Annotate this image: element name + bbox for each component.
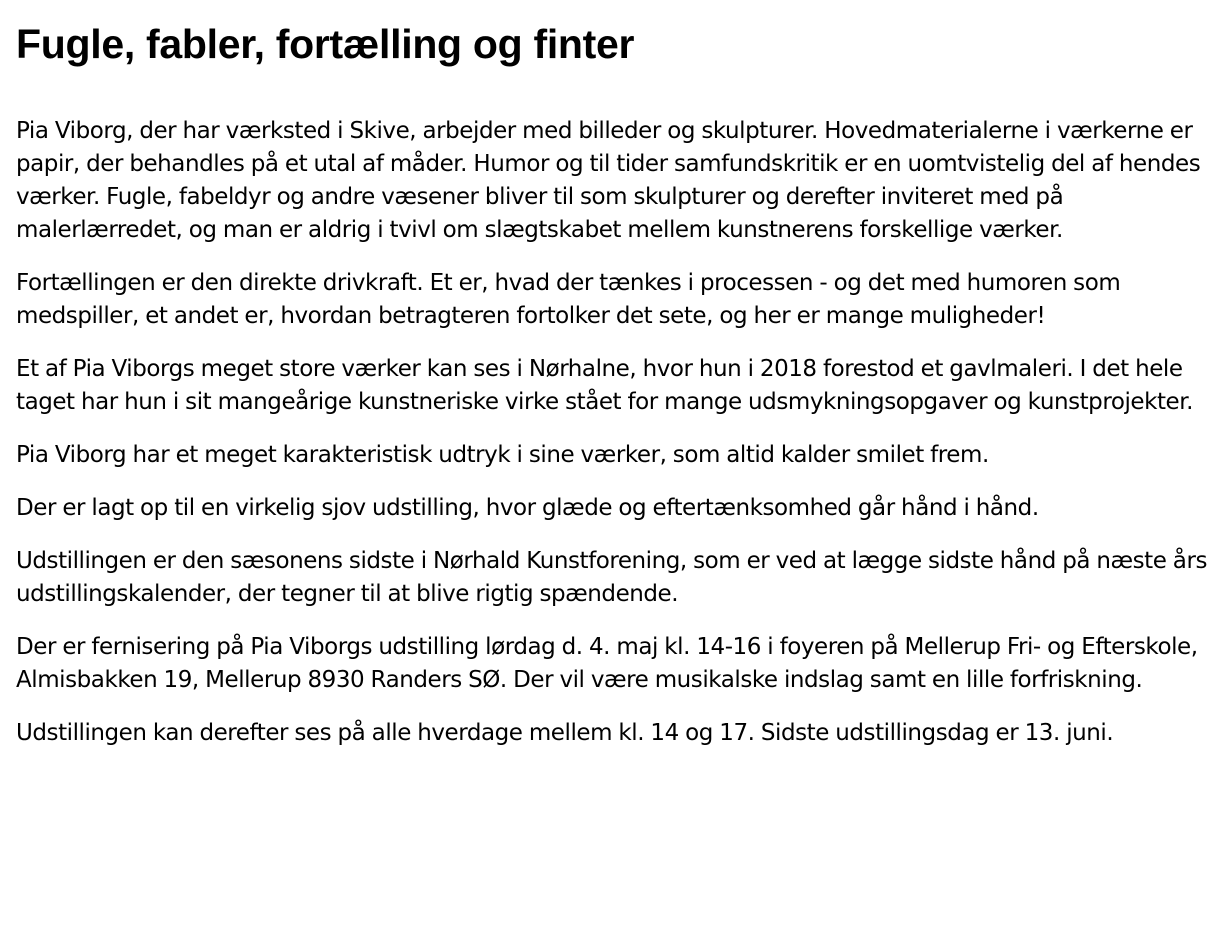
article-paragraph-4: Pia Viborg har et meget karakteristisk udtryk i sine værker, som altid kalder smilet frem.: [16, 442, 989, 468]
article-paragraph-5: Der er lagt op til en virkelig sjov udstilling, hvor glæde og eftertænksomhed går hånd i hånd.: [16, 495, 1039, 521]
article-paragraph-6: Udstillingen er den sæsonens sidste i Nørhald Kunstforening, som er ved at lægge sidste hånd på næste års udstillingskalender, der tegner til at blive rigtig spændende.: [16, 548, 1207, 607]
article-paragraph-3: Et af Pia Viborgs meget store værker kan ses i Nørhalne, hvor hun i 2018 forestod et gavlmaleri. I det hele taget har hun i sit mangeårige kunstneriske virke stået for mange udsmykningsopgaver og kunstprojekter.: [16, 356, 1193, 415]
article-paragraph-7: Der er fernisering på Pia Viborgs udstilling lørdag d. 4. maj kl. 14-16 i foyeren på Mellerup Fri- og Efterskole, Almisbakken 19, Mellerup 8930 Randers SØ. Der vil være musikalske indslag samt en lille forfriskning.: [16, 634, 1198, 693]
article-title: Fugle, fabler, fortælling og finter: [16, 21, 635, 67]
article-paragraph-2: Fortællingen er den direkte drivkraft. Et er, hvad der tænkes i processen - og det med humoren som medspiller, et andet er, hvordan betragteren fortolker det sete, og her er mange muligheder!: [16, 270, 1121, 329]
article: [16, 20, 1222, 770]
article-paragraph-8: Udstillingen kan derefter ses på alle hverdage mellem kl. 14 og 17. Sidste udstillingsdag er 13. juni.: [16, 720, 1114, 746]
article-paragraph-1: Pia Viborg, der har værksted i Skive, arbejder med billeder og skulpturer. Hovedmaterialerne i værkerne er papir, der behandles på et utal af måder. Humor og til tider samfundskritik er en uomtvistelig del af hendes værker. Fugle, fabeldyr og andre væsener bliver til som skulpturer og derefter inviteret med på malerlærredet, og man er aldrig i tvivl om slægtskabet mellem kunstnerens forskellige værker.: [16, 118, 1201, 243]
